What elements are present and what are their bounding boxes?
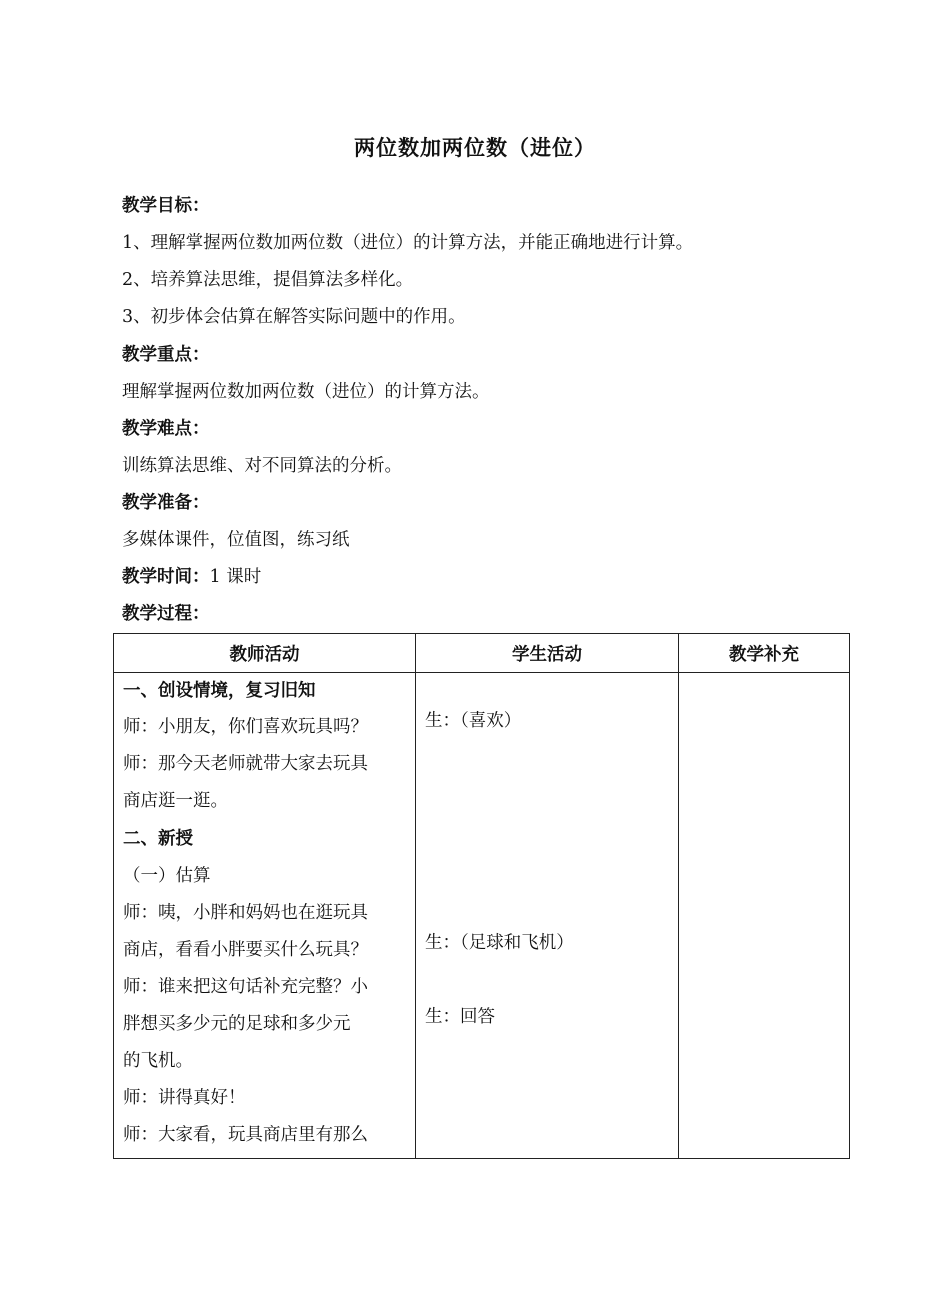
teacher-line: 师：小朋友，你们喜欢玩具吗？	[123, 717, 368, 737]
key-point-text: 理解掌握两位数加两位数（进位）的计算方法。	[122, 382, 490, 402]
key-point-heading: 教学重点：	[122, 345, 210, 365]
document-title: 两位数加两位数（进位）	[354, 135, 596, 160]
header-student-activity: 学生活动	[416, 634, 679, 673]
preparation-heading: 教学准备：	[122, 493, 210, 513]
objective-item-3: 3、初步体会估算在解答实际问题中的作用。	[122, 307, 466, 327]
teacher-line: 师：咦，小胖和妈妈也在逛玩具	[123, 903, 368, 923]
teacher-activity-cell	[114, 673, 416, 1159]
objective-item-1: 1、理解掌握两位数加两位数（进位）的计算方法，并能正确地进行计算。	[122, 233, 694, 253]
objectives-heading: 教学目标：	[122, 196, 210, 216]
section-heading: 二、新授	[123, 829, 193, 849]
teacher-line: 师：那今天老师就带大家去玩具	[123, 754, 368, 774]
difficulty-heading: 教学难点：	[122, 419, 210, 439]
teacher-line: 师：讲得真好！	[123, 1088, 246, 1108]
teacher-line: 师：谁来把这句话补充完整？小	[123, 977, 368, 997]
student-line: 生：（足球和飞机）	[425, 933, 574, 953]
supplement-cell	[679, 673, 850, 1159]
student-line: 生：（喜欢）	[425, 711, 522, 731]
teacher-line: 的飞机。	[123, 1051, 193, 1071]
time-text: 1 课时	[209, 567, 262, 587]
teaching-time	[122, 563, 261, 588]
preparation-text: 多媒体课件，位值图，练习纸	[122, 530, 350, 550]
section-heading: 一、创设情境，复习旧知	[123, 681, 316, 701]
process-heading: 教学过程：	[122, 604, 210, 624]
student-line: 生：回答	[425, 1007, 495, 1027]
header-supplement: 教学补充	[679, 634, 850, 673]
teacher-line: 商店，看看小胖要买什么玩具？	[123, 940, 368, 960]
time-heading: 教学时间：	[122, 567, 210, 587]
lesson-process-table	[113, 633, 850, 1159]
objective-item-2: 2、培养算法思维，提倡算法多样化。	[122, 270, 414, 290]
table-row	[114, 673, 850, 1159]
teacher-line: 师：大家看，玩具商店里有那么	[123, 1125, 368, 1145]
student-activity-cell	[416, 673, 679, 1159]
table-header-row	[114, 634, 850, 673]
header-teacher-activity: 教师活动	[114, 634, 416, 673]
subsection-heading: （一）估算	[123, 866, 211, 886]
teacher-line: 胖想买多少元的足球和多少元	[123, 1014, 351, 1034]
teacher-line: 商店逛一逛。	[123, 791, 228, 811]
difficulty-text: 训练算法思维、对不同算法的分析。	[122, 456, 402, 476]
